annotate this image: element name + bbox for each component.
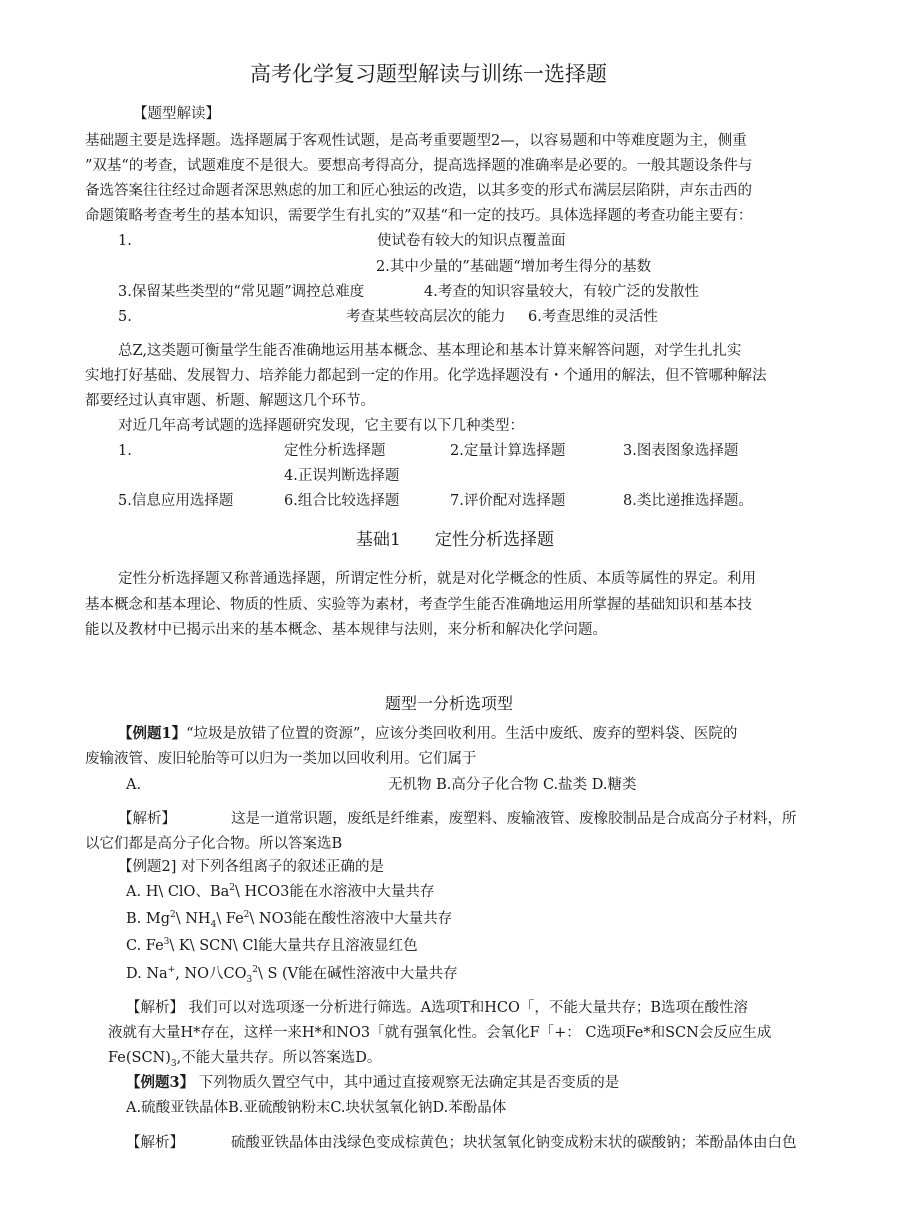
answer3-label: 【解析】: [126, 1135, 184, 1151]
summary-line-3: 都要经过认真审题、析题、解题这几个环节。: [85, 393, 375, 409]
example3-question: 下列物质久置空气中，其中通过直接观察无法确定其是否变质的是: [198, 1075, 620, 1091]
answer2-line-3: $Fe(SCN)_3$,不能大量共存。所以答案选D。: [108, 1050, 382, 1069]
example3-options: A.硫酸亚铁晶体B.亚硫酸钠粉末C.块状氢氧化钠D.苯酚晶体: [126, 1100, 507, 1116]
example2-option-c: C. Fe$^3$\ K\ SCN\ Cl能大量共存且溶液显红色: [126, 937, 418, 954]
answer3-line-1: 硫酸亚铁晶体由浅绿色变成棕黄色；块状氢氧化钠变成粉末状的碳酸钠；苯酚晶体由白色: [231, 1135, 797, 1151]
answer1-line-1: 这是一道常识题，废纸是纤维素，废塑料、废输液管、废橡胶制品是合成高分子材料，所: [231, 811, 797, 827]
type1-heading: 题型一分析选项型: [385, 694, 514, 713]
intro-line-3: 备选答案往往经过命题者深思熟虑的加工和匠心独运的改造，以其多变的形式布满层层陷阱，声东击西的: [85, 183, 752, 199]
example1-options: 无机物 B.高分子化合物 C.盐类 D.糖类: [388, 777, 637, 793]
function-6: 6.考查思维的灵活性: [528, 309, 658, 325]
intro-line-1: 基础题主要是选择题。选择题属于客观性试题，是高考重要题型2—，以容易题和中等难度题为主，侧重: [85, 133, 747, 149]
type-1: 定性分析选择题: [284, 443, 386, 459]
type-6: 6.组合比较选择题: [284, 493, 400, 509]
example1-option-a: A.: [126, 777, 142, 793]
section1-name: 定性分析选择题: [435, 530, 554, 550]
page-title: 高考化学复习题型解读与训练一选择题: [250, 62, 607, 86]
example2-option-b: B. Mg$^2$\ $NH_4\backslash$ Fe$^2$\ NO3能在酸性溶液中大量共存: [126, 910, 453, 930]
answer2-label: 【解析】: [126, 1000, 184, 1016]
function-4: 4.考查的知识容量较大，有较广泛的发散性: [424, 284, 699, 300]
type-2: 2.定量计算选择题: [450, 443, 566, 459]
function-5: 考查某些较高层次的能力: [346, 309, 506, 325]
section1-line-2: 基本概念和基本理论、物质的性质、实验等为素材，考查学生能否准确地运用所掌握的基础知识和基本技: [85, 597, 752, 613]
type-number-1: 1.: [118, 443, 132, 459]
answer1-label: 【解析】: [118, 811, 176, 827]
section1-label: 基础1: [356, 530, 401, 550]
example1-label: 【例题1】: [118, 725, 187, 742]
example3-label: 【例题3】: [126, 1074, 195, 1091]
type-8: 8.类比递推选择题。: [623, 493, 753, 509]
section1-line-1: 定性分析选择题又称普通选择题，所谓定性分析，就是对化学概念的性质、本质等属性的界定。利用: [118, 571, 756, 587]
function-number-1: 1.: [118, 233, 132, 249]
summary-line-2: 实地打好基础、发展智力、培养能力都起到一定的作用。化学选择题没有・个通用的解法，但不管哪种解法: [85, 368, 767, 384]
summary-line-1: 总Z,这类题可衡量学生能否准确地运用基本概念、基本理论和基本计算来解答问题，对学生扎扎实: [118, 343, 742, 359]
type-5: 5.信息应用选择题: [118, 493, 234, 509]
intro-heading: 【题型解读】: [133, 106, 220, 122]
function-1: 使试卷有较大的知识点覆盖面: [377, 233, 566, 249]
answer2-line-1: 我们可以对选项逐一分析进行筛选。A选项T和HCO「，不能大量共存；B选项在酸性溶: [188, 1000, 749, 1016]
section1-line-3: 能以及教材中已揭示出来的基本概念、基本规律与法则，来分析和解决化学问题。: [85, 622, 607, 638]
example2-option-d: D. Na+, NO八$CO_3^2\backslash$ S (V能在碱性溶液中大量共存: [126, 965, 458, 985]
summary-line-4: 对近几年高考试题的选择题研究发现，它主要有以下几种类型：: [118, 418, 524, 434]
type-3: 3.图表图象选择题: [623, 443, 739, 459]
example1-line-2: 废输液管、废旧轮胎等可以归为一类加以回收利用。它们属于: [85, 751, 477, 767]
answer1-line-2: 以它们都是高分子化合物。所以答案选B: [85, 836, 343, 852]
function-number-5: 5.: [118, 309, 132, 325]
intro-line-2: ”双基“的考查，试题难度不是很大。要想高考得高分，提高选择题的准确率是必要的。一般其题设条件与: [85, 158, 753, 174]
example2-option-a: A. H\ ClO、Ba$^2$\ HCO3能在水溶液中大量共存: [126, 883, 435, 900]
intro-line-4: 命题策略考查考生的基本知识，需要学生有扎实的”双基“和一定的技巧。具体选择题的考查功能主要有：: [85, 208, 753, 224]
function-3: 3.保留某些类型的“常见题”调控总难度: [118, 284, 365, 300]
type-4: 4.正误判断选择题: [284, 468, 400, 484]
example2-question: 【例题2] 对下列各组离子的叙述正确的是: [118, 859, 384, 875]
function-2: 2.其中少量的”基础题“增加考生得分的基数: [376, 259, 652, 275]
answer2-line-2: 液就有大量H*存在，这样一来H*和NO3「就有强氧化性。会氧化F「+： C选项Fe*和SCN会反应生成: [108, 1025, 772, 1041]
type-7: 7.评价配对选择题: [450, 493, 566, 509]
example1-line-1: “垃圾是放错了位置的资源”，应该分类回收利用。生活中废纸、废弃的塑料袋、医院的: [186, 726, 738, 742]
